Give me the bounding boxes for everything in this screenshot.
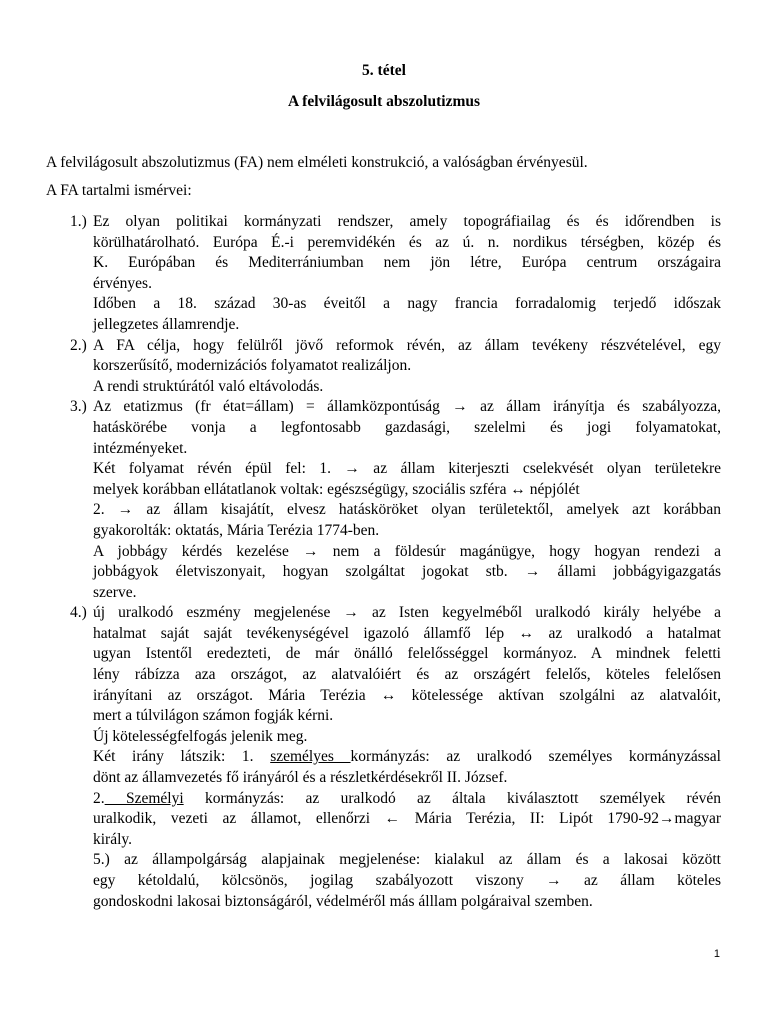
text-line: dönt az államvezetés fő irányáról és a részletkérdésekről II. József. <box>93 769 508 787</box>
text-line: A jobbágy kérdés kezelése → nem a földesúr magánügye, hogy hogyan rendezi a <box>93 542 721 560</box>
list-number: 3.) <box>70 398 87 416</box>
text-line: jobbágyok életviszonyait, hogyan szolgáltat jogokat stb. → állami jobbágyigazgatás <box>93 563 721 581</box>
text-line: érvényes. <box>93 274 152 292</box>
text-line: Két irány látszik: 1. személyes kormányzás: az uralkodó személyes kormányzással <box>93 748 721 766</box>
page-title: A felvilágosult abszolutizmus <box>287 93 481 110</box>
text-line: intézményeket. <box>93 439 188 457</box>
section-number: 5. tétel <box>362 62 406 79</box>
criteria-heading: A FA tartalmi ismérvei: <box>46 182 192 199</box>
text-line: körülhatárolható. Európa É.-i peremvidékén és az ú. n. nordikus térségben, közép és <box>93 233 721 251</box>
text-line: 2. → az állam kisajátít, elvesz hatásköröket olyan területektől, amelyek azt korábban <box>93 501 721 519</box>
text-line: irányítani az országot. Mária Terézia ↔ kötelessége aktívan szolgálni az alatvalóit, <box>93 686 721 704</box>
text-line: egy kétoldalú, kölcsönös, jogilag szabályozott viszony → az állam köteles <box>93 872 721 889</box>
text-line: Két folyamat révén épül fel: 1. → az állam kiterjeszti cselekvését olyan területekre <box>93 460 721 478</box>
text-line: gondoskodni lakosai biztonságáról, védelméről más álllam polgáraival szemben. <box>93 892 593 910</box>
text-line: melyek korábban ellátatlanok voltak: egészségügy, szociális szféra ↔ népjólét <box>93 480 580 498</box>
text-line: Időben a 18. század 30-as éveitől a nagy francia forradalomig terjedő időszak <box>93 295 721 313</box>
list-number: 2.) <box>70 336 87 354</box>
text-line: hatáskörébe vonja a legfontosabb gazdasági, szelelmi és jogi folyamatokat, <box>93 418 721 436</box>
text-line: szerve. <box>93 583 137 601</box>
text-line: hatalmat saját saját tevékenységével igazoló államfő lép ↔ az uralkodó a hatalmat <box>93 624 721 642</box>
text-line: jellegzetes államrendje. <box>93 315 240 333</box>
list-item <box>0 397 721 603</box>
list-item <box>0 212 721 336</box>
list-number: 1.) <box>70 213 87 230</box>
underlined-term: személyes <box>270 748 351 766</box>
list-item <box>0 603 721 912</box>
text-line: 2. Személyi kormányzás: az uralkodó az általa kiválasztott személyek révén <box>93 789 721 807</box>
text-line: ugyan Istentől eredezteti, de már önálló felelősséggel kormányoz. A mindnek feletti <box>93 645 721 663</box>
intro-paragraph: A felvilágosult abszolutizmus (FA) nem elméleti konstrukció, a valóságban érvényesül. <box>46 154 588 171</box>
text-line: Az etatizmus (fr état=állam) = államközpontúság → az állam irányítja és szabályozza, <box>93 398 721 416</box>
text-line: mert a túlvilágon számon fogják kérni. <box>93 707 334 725</box>
text-line: gyakorolták: oktatás, Mária Terézia 1774-ben. <box>93 521 380 539</box>
text-line: A rendi struktúrától való eltávolodás. <box>93 377 324 395</box>
underlined-term: Személyi <box>104 789 184 807</box>
text-line: 5.) az állampolgárság alapjainak megjelenése: kialakul az állam és a lakosai között <box>93 851 721 869</box>
text-line: korszerűsítő, modernizációs folyamatot realizáljon. <box>93 357 412 375</box>
text-line: A FA célja, hogy felülről jövő reformok révén, az állam tevékeny részvételével, egy <box>93 336 721 354</box>
text-line: K. Európában és Mediterrániumban nem jön létre, Európa centrum országaira <box>93 254 721 272</box>
list-number: 4.) <box>70 604 87 622</box>
text-line: uralkodik, vezeti az államot, ellenőrzi ← Mária Terézia, II: Lipót 1790-92→magyar <box>93 810 721 828</box>
criteria-list <box>0 212 768 912</box>
page-number: 1 <box>713 948 720 960</box>
list-item <box>0 336 721 398</box>
text-line: Ez olyan politikai kormányzati rendszer, amely topográfiailag és és időrendben is <box>93 213 721 230</box>
text-line: új uralkodó eszmény megjelenése → az Isten kegyelméből uralkodó király helyébe a <box>93 604 721 622</box>
text-line: lény rábízza aza országot, az alatvalóiért és az országért felelős, köteles felelősen <box>93 666 721 684</box>
text-line: király. <box>93 830 133 848</box>
text-line: Új kötelességfelfogás jelenik meg. <box>93 727 308 745</box>
